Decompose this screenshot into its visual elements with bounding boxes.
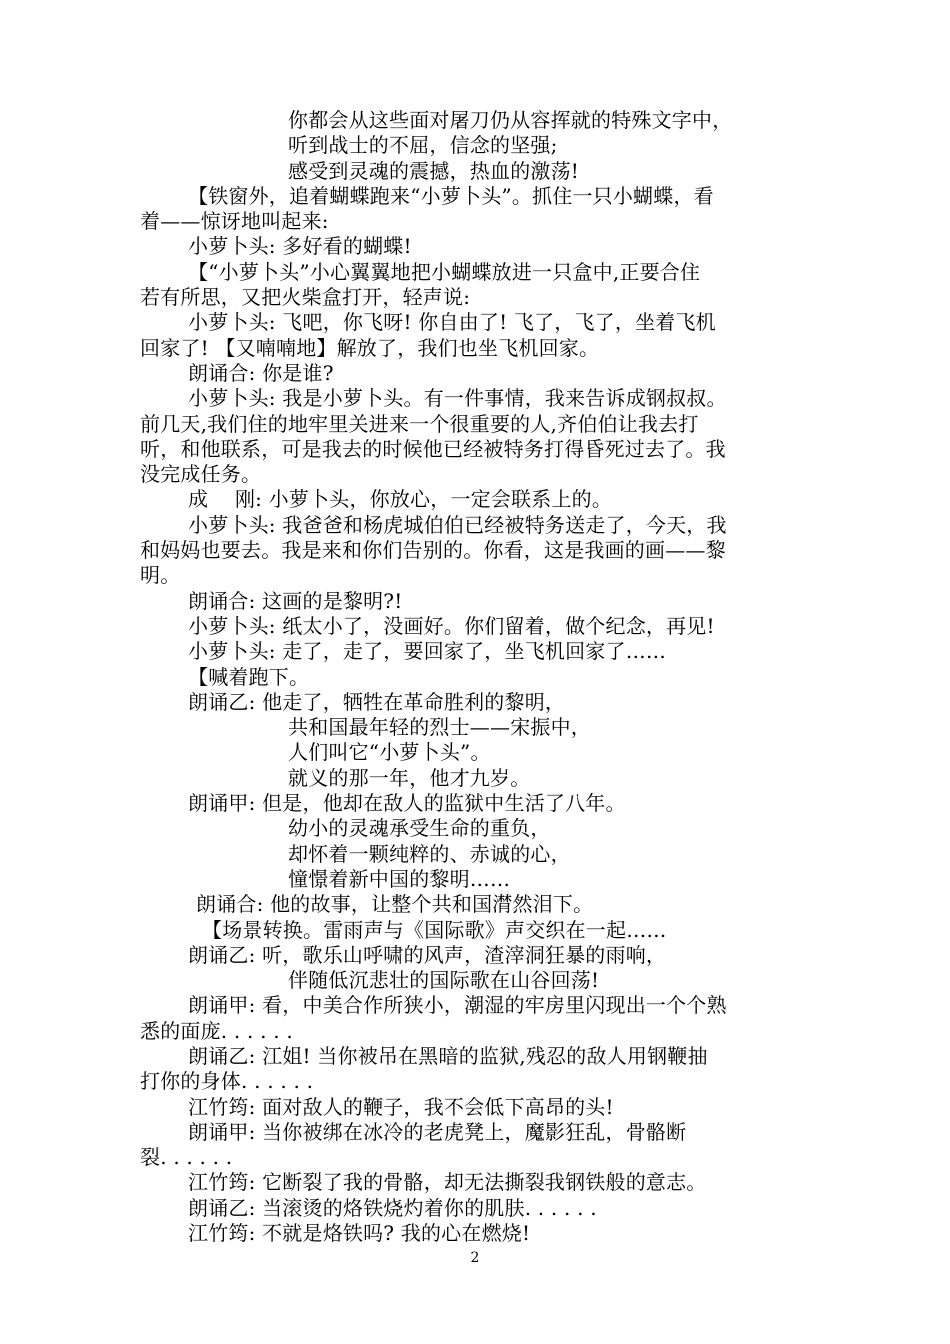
text-line: 着——惊讶地叫起来: [140,209,329,234]
page-number: 2 [470,1250,480,1266]
text-line: 却怀着一颗纯粹的、赤诚的心， [288,841,571,866]
dialogue-line: 朗诵乙: 当滚烫的烙铁烧灼着你的肌肤. . . . . . [188,1195,597,1220]
dialogue-line: 朗诵合: 这画的是黎明?! [188,588,403,613]
text-line: 和妈妈也要去。我是来和你们告别的。你看，这是我画的画——黎 [140,538,726,563]
text-line: 没完成任务。 [140,462,262,487]
text-line: 人们叫它“小萝卜头”。 [288,740,491,765]
dialogue-line: 小萝卜头: 走了，走了，要回家了，坐飞机回家了…… [188,639,667,664]
text-line: 前几天,我们住的地牢里关进来一个很重要的人,齐伯伯让我去打 [140,411,699,436]
dialogue-line: 成 刚: 小萝卜头，你放心，一定会联系上的。 [188,487,613,512]
text-line: 伴随低沉悲壮的国际歌在山谷回荡! [288,968,600,993]
dialogue-line: 小萝卜头: 多好看的蝴蝶! [188,234,412,259]
dialogue-line: 朗诵乙: 听，歌乐山呼啸的风声，渣滓洞狂暴的雨响， [188,942,667,967]
text-line: 听到战士的不屈，信念的坚强; [288,133,558,158]
dialogue-line: 小萝卜头: 我是小萝卜头。有一件事情，我来告诉成钢叔叔。 [188,386,727,411]
dialogue-line: 江竹筠: 不就是烙铁吗? 我的心在燃烧! [188,1221,531,1246]
text-line: 憧憬着新中国的黎明…… [288,866,511,891]
dialogue-line: 朗诵乙: 他走了，牺牲在革命胜利的黎明， [188,689,566,714]
dialogue-line: 朗诵甲: 当你被绑在冰冷的老虎凳上，魔影狂乱，骨骼断 [188,1119,687,1144]
text-line: 听，和他联系，可是我去的时候他已经被特务打得昏死过去了。我 [140,436,726,461]
text-line: 你都会从这些面对屠刀仍从容挥就的特殊文字中， [288,108,733,132]
dialogue-line: 朗诵甲: 但是，他却在敌人的监狱中生活了八年。 [188,791,626,816]
text-line: 共和国最年轻的烈士——宋振中， [288,715,591,740]
stage-direction: 【喊着跑下。 [188,664,310,689]
text-line: 回家了! 【又喃喃地】解放了，我们也坐飞机回家。 [140,335,600,360]
text-line: 就义的那一年，他才九岁。 [288,765,531,790]
stage-direction: 【“小萝卜头”小心翼翼地把小蝴蝶放进一只盒中,正要合住 [188,259,701,284]
text-line: 明。 [140,563,181,588]
dialogue-line: 江竹筠: 它断裂了我的骨骼，却无法撕裂我钢铁般的意志。 [188,1170,707,1195]
dialogue-line: 朗诵甲: 看，中美合作所狭小，潮湿的牢房里闪现出一个个熟 [188,993,727,1018]
text-line: 打你的身体. . . . . . [140,1069,314,1094]
stage-direction: 【场景转换。雷雨声与《国际歌》声交织在一起…… [202,917,667,942]
dialogue-line: 朗诵合: 你是谁? [188,360,334,385]
document-body [140,108,820,1246]
text-line: 若有所思，又把火柴盒打开，轻声说: [140,285,471,310]
dialogue-line: 小萝卜头: 我爸爸和杨虎城伯伯已经被特务送走了，今天，我 [188,512,727,537]
stage-direction: 【铁窗外，追着蝴蝶跑来“小萝卜头”。抓住一只小蝴蝶，看 [188,183,714,208]
dialogue-line: 江竹筠: 面对敌人的鞭子，我不会低下高昂的头! [188,1094,614,1119]
dialogue-line: 小萝卜头: 飞吧，你飞呀! 你自由了! 飞了，飞了，坐着飞机 [188,310,716,335]
text-line: 幼小的灵魂承受生命的重负， [288,816,551,841]
text-line: 感受到灵魂的震撼，热血的激荡! [288,158,580,183]
text-line: 裂. . . . . . [140,1145,233,1170]
text-line: 悉的面庞. . . . . . [140,1018,293,1043]
dialogue-line: 小萝卜头: 纸太小了，没画好。你们留着，做个纪念，再见! [188,613,715,638]
dialogue-line: 朗诵乙: 江姐! 当你被吊在黑暗的监狱,残忍的敌人用钢鞭抽 [188,1043,708,1068]
dialogue-line: 朗诵合: 他的故事，让整个共和国潸然泪下。 [196,892,594,917]
